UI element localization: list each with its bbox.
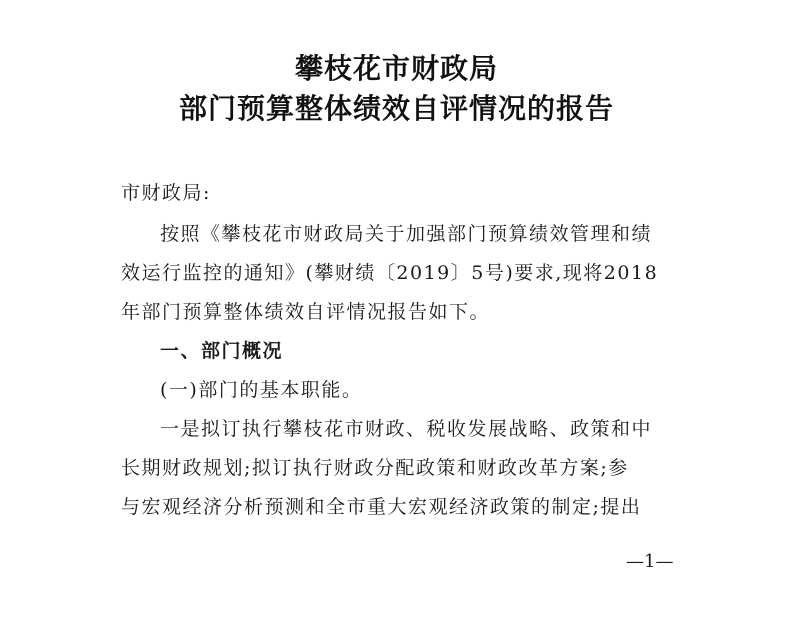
intro-line-3: 年部门预算整体绩效自评情况报告如下。 xyxy=(121,301,491,323)
intro-line-2: 效运行监控的通知》(攀财绩〔2019〕5号)要求,现将2018 xyxy=(121,262,659,284)
subsection-heading: (一)部门的基本职能。 xyxy=(160,379,363,401)
section-heading: 一、部门概况 xyxy=(160,340,284,362)
document-title-line1: 攀枝花市财政局 xyxy=(294,52,498,85)
intro-line-1: 按照《攀枝花市财政局关于加强部门预算绩效管理和绩 xyxy=(160,223,653,245)
page-number: —1— xyxy=(626,551,674,572)
body-line-3: 与宏观经济分析预测和全市重大宏观经济政策的制定;提出 xyxy=(121,496,642,518)
body-line-2: 长期财政规划;拟订执行财政分配政策和财政改革方案;参 xyxy=(121,457,629,479)
salutation: 市财政局: xyxy=(121,182,211,204)
body-line-1: 一是拟订执行攀枝花市财政、税收发展战略、政策和中 xyxy=(160,418,653,440)
document-title-line2: 部门预算整体绩效自评情况的报告 xyxy=(178,92,614,125)
